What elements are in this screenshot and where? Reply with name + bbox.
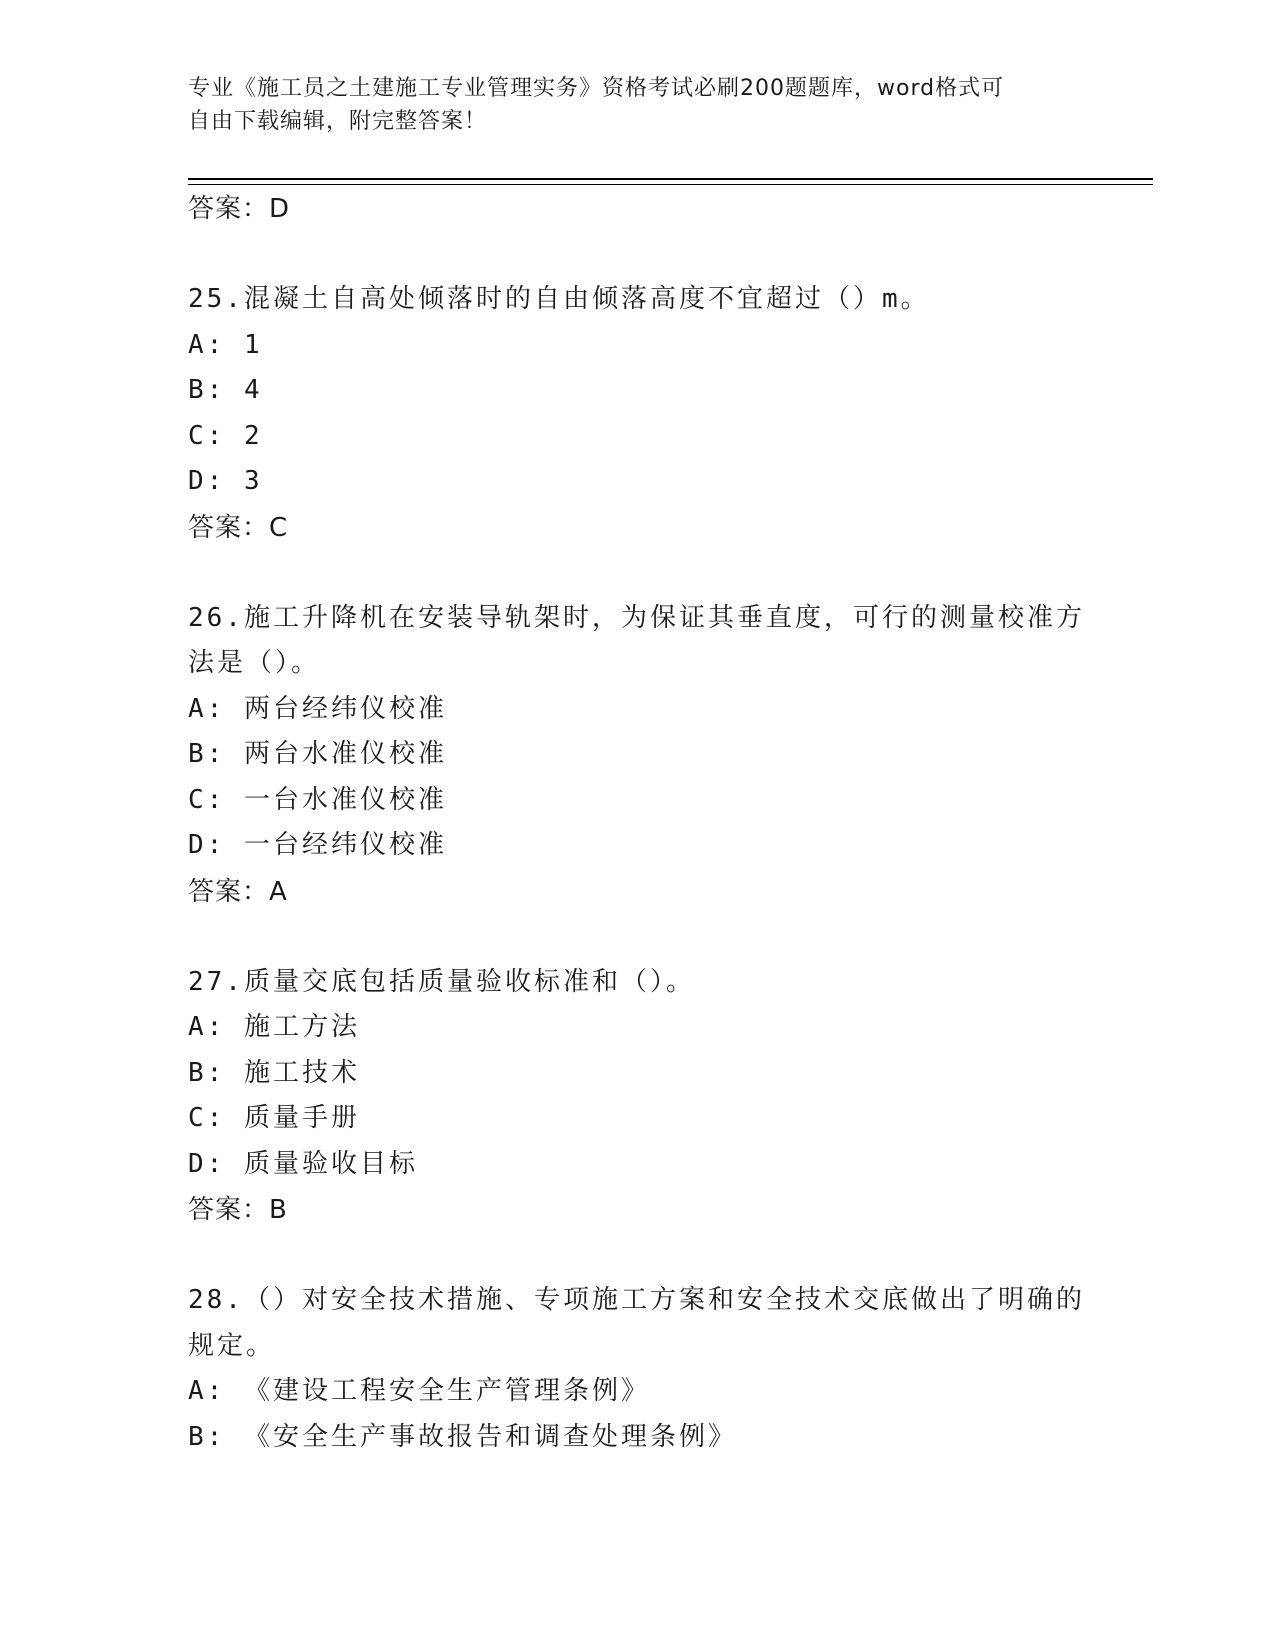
question-stem: 25.混凝土自高处倾落时的自由倾落高度不宜超过（）m。 — [188, 284, 930, 314]
option-c: C: 质量手册 — [188, 1103, 360, 1133]
question-stem: 27.质量交底包括质量验收标准和（）。 — [188, 966, 695, 997]
answer-line: 答案：B — [188, 1195, 288, 1225]
question-25 — [188, 277, 1088, 551]
option-a: A: 施工方法 — [188, 1012, 360, 1042]
option-d: D: 一台经纬仪校准 — [188, 830, 447, 860]
question-stem-continued: 法是（）。 — [188, 648, 321, 678]
header-rule-thick — [188, 178, 1153, 180]
option-b: B: 施工技术 — [188, 1057, 360, 1088]
header-line-1: 专业《施工员之土建施工专业管理实务》资格考试必刷200题题库，word格式可 — [188, 76, 1005, 101]
option-a: A: 1 — [188, 329, 263, 360]
question-26 — [188, 596, 1088, 915]
question-stem-continued: 规定。 — [188, 1330, 276, 1361]
option-c: C: 2 — [188, 420, 263, 451]
option-d: D: 质量验收目标 — [188, 1148, 418, 1179]
question-27 — [188, 960, 1088, 1234]
question-stem: 28.（）对安全技术措施、专项施工方案和安全技术交底做出了明确的 — [188, 1285, 1085, 1315]
answer-line: 答案：D — [188, 194, 291, 224]
option-b: B: 《安全生产事故报告和调查处理条例》 — [188, 1421, 737, 1452]
answer-line: 答案：C — [188, 512, 289, 543]
option-a: A: 两台经纬仪校准 — [188, 693, 447, 724]
question-stem: 26.施工升降机在安装导轨架时，为保证其垂直度，可行的测量校准方 — [188, 602, 1085, 633]
question-28 — [188, 1278, 1088, 1460]
question-list — [188, 186, 1088, 1460]
answer-line: 答案：A — [188, 876, 288, 907]
option-c: C: 一台水准仪校准 — [188, 784, 447, 815]
header-rule-thin — [188, 184, 1153, 185]
option-d: D: 3 — [188, 466, 263, 496]
option-a: A: 《建设工程安全生产管理条例》 — [188, 1376, 650, 1406]
option-b: B: 4 — [188, 375, 263, 405]
header-line-2: 自由下载编辑，附完整答案！ — [188, 109, 488, 134]
option-b: B: 两台水准仪校准 — [188, 739, 447, 769]
document-header — [188, 72, 1068, 138]
